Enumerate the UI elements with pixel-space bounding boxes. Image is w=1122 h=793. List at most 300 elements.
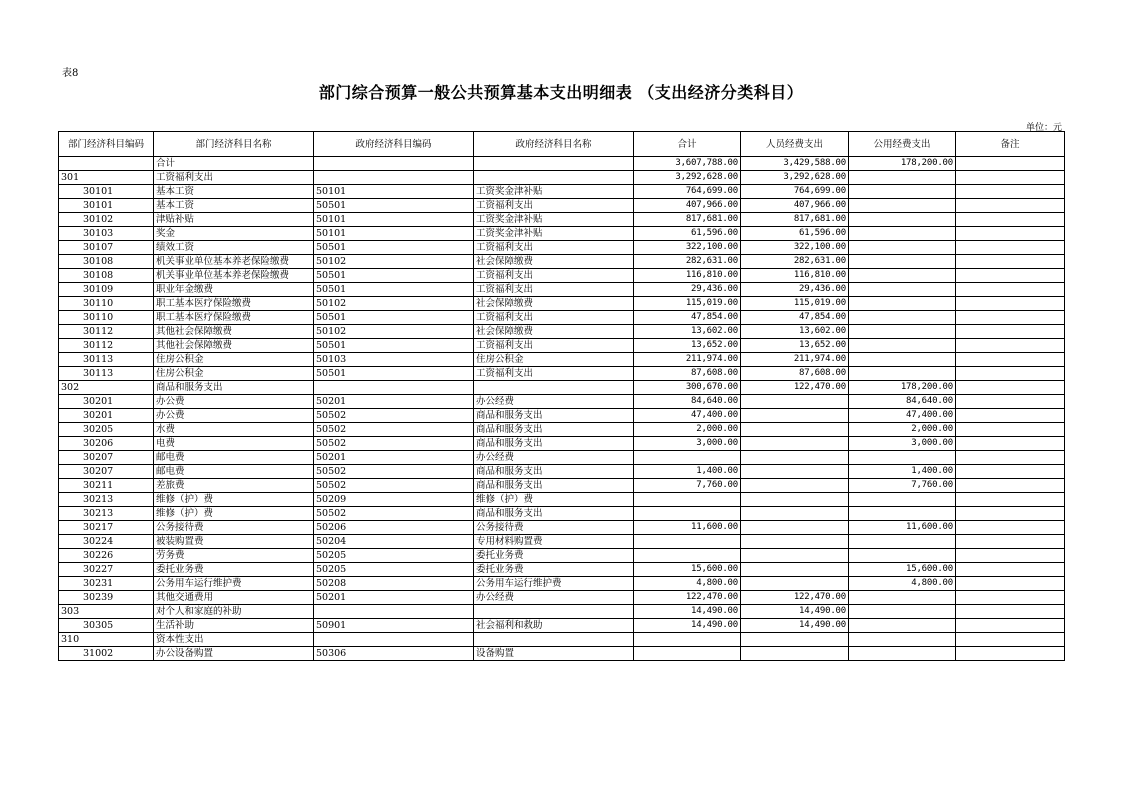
public-cell: 15,600.00	[849, 563, 956, 577]
public-cell: 11,600.00	[849, 521, 956, 535]
total-cell: 29,436.00	[634, 283, 741, 297]
public-cell: 3,000.00	[849, 437, 956, 451]
table-row	[59, 577, 1065, 591]
remark-cell	[956, 465, 1065, 479]
table-row	[59, 493, 1065, 507]
personnel-cell: 116,810.00	[741, 269, 849, 283]
personnel-cell	[741, 535, 849, 549]
total-cell: 211,974.00	[634, 353, 741, 367]
dept-code-cell: 30101	[59, 199, 154, 213]
gov-name-cell: 社会福利和救助	[474, 619, 634, 633]
table-row	[59, 521, 1065, 535]
table-row	[59, 283, 1065, 297]
dept-name-cell: 对个人和家庭的补助	[154, 605, 314, 619]
gov-code-cell: 50205	[314, 563, 474, 577]
table-row	[59, 647, 1065, 661]
dept-name-cell: 商品和服务支出	[154, 381, 314, 395]
gov-name-cell: 维修（护）费	[474, 493, 634, 507]
gov-code-cell: 50501	[314, 241, 474, 255]
table-row	[59, 535, 1065, 549]
dept-code-cell: 30227	[59, 563, 154, 577]
public-cell	[849, 269, 956, 283]
personnel-cell	[741, 437, 849, 451]
dept-name-cell: 职业年金缴费	[154, 283, 314, 297]
dept-name-cell: 被装购置费	[154, 535, 314, 549]
personnel-cell: 47,854.00	[741, 311, 849, 325]
dept-name-cell: 生活补助	[154, 619, 314, 633]
total-cell: 11,600.00	[634, 521, 741, 535]
table-row	[59, 255, 1065, 269]
table-row	[59, 381, 1065, 395]
total-cell: 3,607,788.00	[634, 157, 741, 171]
total-cell	[634, 647, 741, 661]
gov-code-cell: 50205	[314, 549, 474, 563]
public-cell	[849, 619, 956, 633]
public-cell	[849, 227, 956, 241]
gov-code-cell	[314, 605, 474, 619]
table-row	[59, 437, 1065, 451]
total-cell: 13,602.00	[634, 325, 741, 339]
table-row	[59, 213, 1065, 227]
total-cell: 87,608.00	[634, 367, 741, 381]
public-cell: 178,200.00	[849, 157, 956, 171]
public-cell: 1,400.00	[849, 465, 956, 479]
gov-code-cell: 50201	[314, 591, 474, 605]
personnel-cell: 122,470.00	[741, 591, 849, 605]
remark-cell	[956, 227, 1065, 241]
personnel-cell	[741, 577, 849, 591]
total-cell: 282,631.00	[634, 255, 741, 269]
table-row	[59, 325, 1065, 339]
total-cell: 3,292,628.00	[634, 171, 741, 185]
dept-code-cell: 30201	[59, 395, 154, 409]
total-cell	[634, 507, 741, 521]
gov-code-cell: 50209	[314, 493, 474, 507]
dept-code-cell: 301	[59, 171, 154, 185]
personnel-cell	[741, 465, 849, 479]
remark-cell	[956, 577, 1065, 591]
remark-cell	[956, 479, 1065, 493]
dept-code-cell: 30201	[59, 409, 154, 423]
gov-code-cell: 50306	[314, 647, 474, 661]
gov-code-cell: 50101	[314, 213, 474, 227]
unit-label: 单位：元	[1025, 123, 1062, 133]
dept-name-cell: 差旅费	[154, 479, 314, 493]
dept-name-cell: 委托业务费	[154, 563, 314, 577]
table-row	[59, 199, 1065, 213]
dept-name-cell: 合计	[154, 157, 314, 171]
personnel-cell	[741, 633, 849, 647]
table-row	[59, 171, 1065, 185]
table-row	[59, 241, 1065, 255]
total-cell: 817,681.00	[634, 213, 741, 227]
public-cell	[849, 213, 956, 227]
total-cell	[634, 451, 741, 465]
dept-code-cell: 30305	[59, 619, 154, 633]
public-cell: 47,400.00	[849, 409, 956, 423]
gov-code-cell: 50502	[314, 423, 474, 437]
gov-name-cell: 社会保障缴费	[474, 297, 634, 311]
table-body	[59, 157, 1065, 661]
dept-code-cell: 30206	[59, 437, 154, 451]
dept-name-cell: 职工基本医疗保险缴费	[154, 311, 314, 325]
personnel-cell	[741, 549, 849, 563]
column-header: 合计	[634, 132, 741, 157]
gov-name-cell: 工资福利支出	[474, 367, 634, 381]
public-cell: 7,760.00	[849, 479, 956, 493]
gov-name-cell	[474, 171, 634, 185]
personnel-cell	[741, 479, 849, 493]
personnel-cell	[741, 507, 849, 521]
dept-code-cell: 30107	[59, 241, 154, 255]
budget-table	[58, 131, 1065, 661]
remark-cell	[956, 591, 1065, 605]
dept-code-cell: 310	[59, 633, 154, 647]
dept-name-cell: 职工基本医疗保险缴费	[154, 297, 314, 311]
remark-cell	[956, 283, 1065, 297]
dept-code-cell: 30207	[59, 451, 154, 465]
gov-name-cell: 商品和服务支出	[474, 423, 634, 437]
table-row	[59, 353, 1065, 367]
remark-cell	[956, 213, 1065, 227]
dept-code-cell: 30110	[59, 311, 154, 325]
remark-cell	[956, 605, 1065, 619]
dept-name-cell: 公务接待费	[154, 521, 314, 535]
personnel-cell	[741, 521, 849, 535]
gov-name-cell	[474, 157, 634, 171]
remark-cell	[956, 409, 1065, 423]
gov-code-cell: 50501	[314, 311, 474, 325]
dept-name-cell: 基本工资	[154, 199, 314, 213]
public-cell	[849, 591, 956, 605]
remark-cell	[956, 521, 1065, 535]
personnel-cell	[741, 395, 849, 409]
public-cell	[849, 199, 956, 213]
dept-name-cell: 其他社会保障缴费	[154, 325, 314, 339]
personnel-cell: 14,490.00	[741, 605, 849, 619]
dept-name-cell: 住房公积金	[154, 367, 314, 381]
gov-code-cell: 50103	[314, 353, 474, 367]
table-row	[59, 269, 1065, 283]
gov-code-cell: 50501	[314, 283, 474, 297]
table-row	[59, 549, 1065, 563]
remark-cell	[956, 451, 1065, 465]
gov-name-cell: 工资奖金津补贴	[474, 227, 634, 241]
remark-cell	[956, 437, 1065, 451]
personnel-cell: 3,292,628.00	[741, 171, 849, 185]
gov-code-cell	[314, 633, 474, 647]
dept-code-cell: 30109	[59, 283, 154, 297]
gov-name-cell: 工资福利支出	[474, 339, 634, 353]
personnel-cell	[741, 451, 849, 465]
remark-cell	[956, 157, 1065, 171]
gov-name-cell: 工资福利支出	[474, 241, 634, 255]
remark-cell	[956, 381, 1065, 395]
dept-code-cell: 30224	[59, 535, 154, 549]
gov-code-cell: 50201	[314, 395, 474, 409]
remark-cell	[956, 507, 1065, 521]
remark-cell	[956, 269, 1065, 283]
total-cell: 47,400.00	[634, 409, 741, 423]
dept-name-cell: 办公费	[154, 409, 314, 423]
table-label: 表8	[62, 68, 79, 79]
gov-code-cell: 50501	[314, 269, 474, 283]
total-cell: 1,400.00	[634, 465, 741, 479]
gov-code-cell: 50102	[314, 297, 474, 311]
public-cell	[849, 255, 956, 269]
gov-code-cell: 50502	[314, 479, 474, 493]
gov-code-cell: 50501	[314, 367, 474, 381]
personnel-cell: 13,602.00	[741, 325, 849, 339]
table-row	[59, 227, 1065, 241]
gov-name-cell: 工资福利支出	[474, 269, 634, 283]
dept-code-cell: 30217	[59, 521, 154, 535]
gov-name-cell: 社会保障缴费	[474, 325, 634, 339]
table-row	[59, 479, 1065, 493]
gov-name-cell: 工资奖金津补贴	[474, 213, 634, 227]
gov-name-cell: 公务用车运行维护费	[474, 577, 634, 591]
dept-code-cell: 30113	[59, 353, 154, 367]
public-cell	[849, 535, 956, 549]
public-cell	[849, 647, 956, 661]
dept-name-cell: 邮电费	[154, 465, 314, 479]
public-cell	[849, 493, 956, 507]
gov-name-cell: 公务接待费	[474, 521, 634, 535]
remark-cell	[956, 535, 1065, 549]
column-header: 备注	[956, 132, 1065, 157]
personnel-cell	[741, 647, 849, 661]
gov-code-cell	[314, 381, 474, 395]
table-row	[59, 591, 1065, 605]
total-cell: 47,854.00	[634, 311, 741, 325]
remark-cell	[956, 423, 1065, 437]
total-cell: 14,490.00	[634, 619, 741, 633]
total-cell: 764,699.00	[634, 185, 741, 199]
gov-name-cell: 社会保障缴费	[474, 255, 634, 269]
total-cell: 322,100.00	[634, 241, 741, 255]
dept-code-cell: 30108	[59, 269, 154, 283]
remark-cell	[956, 297, 1065, 311]
remark-cell	[956, 549, 1065, 563]
public-cell	[849, 297, 956, 311]
gov-code-cell: 50501	[314, 199, 474, 213]
dept-code-cell: 30110	[59, 297, 154, 311]
dept-code-cell: 30239	[59, 591, 154, 605]
gov-code-cell: 50206	[314, 521, 474, 535]
public-cell	[849, 353, 956, 367]
remark-cell	[956, 199, 1065, 213]
dept-name-cell: 津贴补贴	[154, 213, 314, 227]
dept-name-cell: 资本性支出	[154, 633, 314, 647]
dept-name-cell: 邮电费	[154, 451, 314, 465]
dept-code-cell: 30101	[59, 185, 154, 199]
dept-name-cell: 劳务费	[154, 549, 314, 563]
dept-code-cell: 31002	[59, 647, 154, 661]
table-row	[59, 619, 1065, 633]
dept-name-cell: 工资福利支出	[154, 171, 314, 185]
gov-code-cell: 50501	[314, 339, 474, 353]
dept-name-cell: 奖金	[154, 227, 314, 241]
total-cell: 3,000.00	[634, 437, 741, 451]
personnel-cell: 3,429,588.00	[741, 157, 849, 171]
gov-code-cell: 50502	[314, 465, 474, 479]
personnel-cell: 407,966.00	[741, 199, 849, 213]
gov-code-cell: 50208	[314, 577, 474, 591]
page-title: 部门综合预算一般公共预算基本支出明细表 （支出经济分类科目）	[318, 83, 804, 102]
remark-cell	[956, 367, 1065, 381]
table-row	[59, 507, 1065, 521]
gov-code-cell: 50201	[314, 451, 474, 465]
remark-cell	[956, 185, 1065, 199]
personnel-cell	[741, 493, 849, 507]
remark-cell	[956, 241, 1065, 255]
total-cell	[634, 633, 741, 647]
total-cell: 13,652.00	[634, 339, 741, 353]
public-cell	[849, 633, 956, 647]
gov-name-cell: 委托业务费	[474, 549, 634, 563]
column-header: 部门经济科目编码	[59, 132, 154, 157]
total-cell: 300,670.00	[634, 381, 741, 395]
dept-name-cell: 维修（护）费	[154, 493, 314, 507]
column-header: 政府经济科目编码	[314, 132, 474, 157]
gov-code-cell: 50102	[314, 325, 474, 339]
remark-cell	[956, 395, 1065, 409]
table-row	[59, 311, 1065, 325]
dept-code-cell: 30112	[59, 325, 154, 339]
gov-name-cell: 工资福利支出	[474, 283, 634, 297]
column-header: 政府经济科目名称	[474, 132, 634, 157]
gov-code-cell: 50901	[314, 619, 474, 633]
dept-code-cell: 30231	[59, 577, 154, 591]
public-cell	[849, 367, 956, 381]
public-cell	[849, 311, 956, 325]
gov-name-cell: 商品和服务支出	[474, 465, 634, 479]
public-cell	[849, 451, 956, 465]
personnel-cell: 14,490.00	[741, 619, 849, 633]
gov-name-cell: 专用材料购置费	[474, 535, 634, 549]
remark-cell	[956, 353, 1065, 367]
remark-cell	[956, 325, 1065, 339]
dept-name-cell: 绩效工资	[154, 241, 314, 255]
remark-cell	[956, 633, 1065, 647]
dept-code-cell: 30112	[59, 339, 154, 353]
gov-name-cell	[474, 633, 634, 647]
dept-code-cell: 30213	[59, 493, 154, 507]
public-cell	[849, 171, 956, 185]
column-header: 部门经济科目名称	[154, 132, 314, 157]
total-cell: 14,490.00	[634, 605, 741, 619]
public-cell	[849, 339, 956, 353]
gov-name-cell: 住房公积金	[474, 353, 634, 367]
gov-name-cell: 工资福利支出	[474, 311, 634, 325]
personnel-cell: 122,470.00	[741, 381, 849, 395]
remark-cell	[956, 171, 1065, 185]
dept-code-cell: 30211	[59, 479, 154, 493]
total-cell: 15,600.00	[634, 563, 741, 577]
personnel-cell: 764,699.00	[741, 185, 849, 199]
table-row	[59, 339, 1065, 353]
table-row	[59, 423, 1065, 437]
column-header: 公用经费支出	[849, 132, 956, 157]
public-cell	[849, 507, 956, 521]
total-cell	[634, 549, 741, 563]
public-cell	[849, 605, 956, 619]
gov-name-cell	[474, 381, 634, 395]
total-cell: 7,760.00	[634, 479, 741, 493]
personnel-cell: 211,974.00	[741, 353, 849, 367]
personnel-cell: 817,681.00	[741, 213, 849, 227]
public-cell: 2,000.00	[849, 423, 956, 437]
dept-code-cell: 303	[59, 605, 154, 619]
public-cell	[849, 325, 956, 339]
total-cell: 116,810.00	[634, 269, 741, 283]
dept-name-cell: 机关事业单位基本养老保险缴费	[154, 255, 314, 269]
remark-cell	[956, 339, 1065, 353]
total-cell: 61,596.00	[634, 227, 741, 241]
personnel-cell	[741, 423, 849, 437]
remark-cell	[956, 563, 1065, 577]
personnel-cell: 87,608.00	[741, 367, 849, 381]
remark-cell	[956, 311, 1065, 325]
dept-code-cell: 30103	[59, 227, 154, 241]
gov-code-cell: 50502	[314, 437, 474, 451]
public-cell	[849, 283, 956, 297]
remark-cell	[956, 493, 1065, 507]
table-row	[59, 633, 1065, 647]
table-row	[59, 297, 1065, 311]
gov-name-cell: 办公经费	[474, 395, 634, 409]
dept-code-cell	[59, 157, 154, 171]
personnel-cell: 115,019.00	[741, 297, 849, 311]
dept-code-cell: 30108	[59, 255, 154, 269]
gov-name-cell: 办公经费	[474, 451, 634, 465]
dept-name-cell: 其他社会保障缴费	[154, 339, 314, 353]
gov-name-cell: 工资奖金津补贴	[474, 185, 634, 199]
public-cell	[849, 185, 956, 199]
remark-cell	[956, 619, 1065, 633]
personnel-cell: 322,100.00	[741, 241, 849, 255]
table-row	[59, 465, 1065, 479]
personnel-cell: 61,596.00	[741, 227, 849, 241]
dept-name-cell: 水费	[154, 423, 314, 437]
table-row	[59, 395, 1065, 409]
table-row	[59, 185, 1065, 199]
personnel-cell: 282,631.00	[741, 255, 849, 269]
gov-name-cell: 商品和服务支出	[474, 437, 634, 451]
gov-name-cell: 设备购置	[474, 647, 634, 661]
dept-name-cell: 办公设备购置	[154, 647, 314, 661]
table-row	[59, 451, 1065, 465]
table-row	[59, 367, 1065, 381]
public-cell: 84,640.00	[849, 395, 956, 409]
public-cell: 4,800.00	[849, 577, 956, 591]
gov-name-cell: 委托业务费	[474, 563, 634, 577]
total-cell: 84,640.00	[634, 395, 741, 409]
dept-code-cell: 30102	[59, 213, 154, 227]
gov-name-cell: 商品和服务支出	[474, 479, 634, 493]
dept-code-cell: 30113	[59, 367, 154, 381]
personnel-cell: 29,436.00	[741, 283, 849, 297]
dept-code-cell: 30213	[59, 507, 154, 521]
dept-code-cell: 30205	[59, 423, 154, 437]
gov-name-cell	[474, 605, 634, 619]
gov-code-cell: 50101	[314, 227, 474, 241]
dept-name-cell: 公务用车运行维护费	[154, 577, 314, 591]
gov-code-cell: 50502	[314, 409, 474, 423]
dept-name-cell: 基本工资	[154, 185, 314, 199]
gov-name-cell: 工资福利支出	[474, 199, 634, 213]
table-row	[59, 563, 1065, 577]
